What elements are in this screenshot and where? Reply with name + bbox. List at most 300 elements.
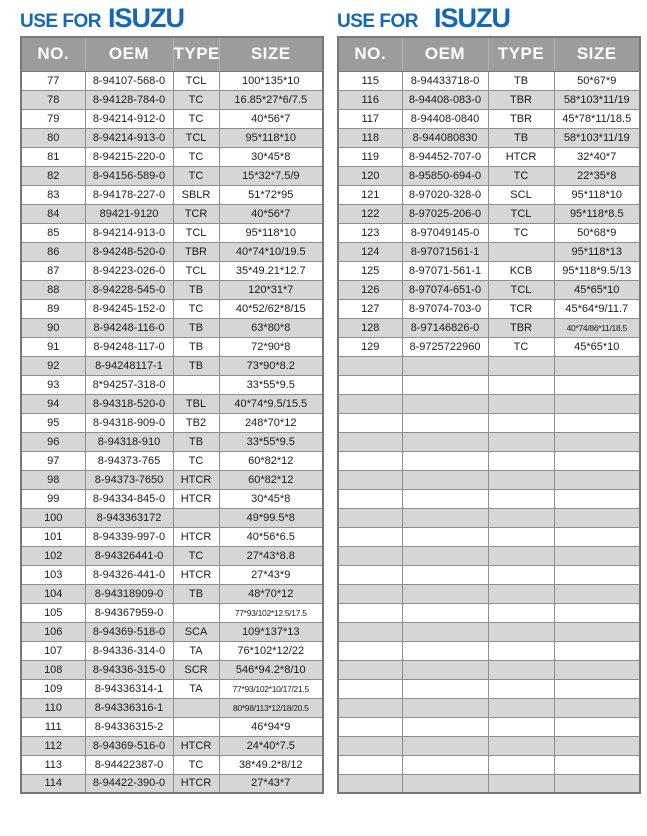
cell-size: 248*70*12 <box>219 413 323 432</box>
cell-oem: 8-944080830 <box>402 128 488 147</box>
cell-size <box>554 451 640 470</box>
cell-oem: 8-94215-220-0 <box>85 147 173 166</box>
table-row <box>21 280 323 299</box>
cell-type <box>488 451 554 470</box>
cell-type: TCL <box>173 261 219 280</box>
cell-no <box>338 451 402 470</box>
cell-size <box>554 413 640 432</box>
cell-no: 78 <box>21 90 85 109</box>
cell-type <box>488 432 554 451</box>
table-row <box>338 128 640 147</box>
cell-oem: 8-94214-913-0 <box>85 128 173 147</box>
cell-no: 128 <box>338 318 402 337</box>
table-row <box>21 109 323 128</box>
cell-size <box>554 565 640 584</box>
cell-oem <box>402 641 488 660</box>
cell-type: TC <box>173 90 219 109</box>
cell-oem <box>402 679 488 698</box>
cell-oem: 8-94367959-0 <box>85 603 173 622</box>
cell-no: 107 <box>21 641 85 660</box>
table-row <box>338 318 640 337</box>
cell-type <box>488 698 554 717</box>
cell-size: 80*98/113*12/18/20.5 <box>219 698 323 717</box>
table-row <box>21 660 323 679</box>
table-row <box>21 318 323 337</box>
cell-no: 88 <box>21 280 85 299</box>
table-row <box>338 166 640 185</box>
cell-size: 35*49.21*12.7 <box>219 261 323 280</box>
parts-table-left <box>20 36 324 794</box>
cell-type: HTCR <box>173 470 219 489</box>
table-row <box>338 603 640 622</box>
table-row <box>21 413 323 432</box>
cell-size: 60*82*12 <box>219 451 323 470</box>
cell-oem: 8-943363172 <box>85 508 173 527</box>
cell-oem: 8-94318-909-0 <box>85 413 173 432</box>
cell-no: 125 <box>338 261 402 280</box>
title-use-for: USE FOR <box>337 11 418 32</box>
table-row <box>21 584 323 603</box>
cell-no <box>338 603 402 622</box>
table-row <box>21 261 323 280</box>
cell-no: 89 <box>21 299 85 318</box>
cell-no: 103 <box>21 565 85 584</box>
header-row <box>21 37 323 71</box>
cell-size <box>554 356 640 375</box>
cell-oem <box>402 774 488 793</box>
cell-size: 95*118*10 <box>219 128 323 147</box>
cell-oem: 8-97025-206-0 <box>402 204 488 223</box>
table-body-right <box>338 71 640 793</box>
cell-no: 97 <box>21 451 85 470</box>
cell-size: 38*49.2*8/12 <box>219 755 323 774</box>
table-row <box>338 717 640 736</box>
cell-size <box>554 641 640 660</box>
cell-oem: 8-94156-589-0 <box>85 166 173 185</box>
col-header-oem: OEM <box>85 37 173 71</box>
table-header-left <box>21 37 323 71</box>
cell-type: TB <box>173 356 219 375</box>
cell-size: 50*67*9 <box>554 71 640 90</box>
cell-no <box>338 432 402 451</box>
cell-type <box>173 508 219 527</box>
table-body-left <box>21 71 323 793</box>
table-row <box>338 299 640 318</box>
cell-type: SCA <box>173 622 219 641</box>
cell-oem: 8-94408-0840 <box>402 109 488 128</box>
section-title-right <box>337 3 639 31</box>
cell-type <box>173 698 219 717</box>
table-row <box>338 109 640 128</box>
title-brand-isuzu: ISUZU <box>433 3 510 33</box>
cell-type: TB <box>173 432 219 451</box>
title-brand-isuzu: ISUZU <box>107 3 184 33</box>
table-header-right <box>338 37 640 71</box>
table-row <box>338 394 640 413</box>
cell-type: TCL <box>488 280 554 299</box>
cell-size: 95*118*9.5/13 <box>554 261 640 280</box>
cell-type: TC <box>488 337 554 356</box>
cell-size: 95*118*10 <box>554 185 640 204</box>
cell-type: TC <box>173 147 219 166</box>
cell-type: TBR <box>488 109 554 128</box>
cell-type <box>488 774 554 793</box>
cell-no: 111 <box>21 717 85 736</box>
cell-oem: 8-94318909-0 <box>85 584 173 603</box>
cell-type <box>488 489 554 508</box>
cell-no: 112 <box>21 736 85 755</box>
cell-type: TBL <box>173 394 219 413</box>
cell-oem: 8-94369-518-0 <box>85 622 173 641</box>
cell-size: 58*103*11/19 <box>554 128 640 147</box>
cell-no: 126 <box>338 280 402 299</box>
table-row <box>21 527 323 546</box>
table-row <box>21 242 323 261</box>
parts-table-right <box>337 36 641 794</box>
cell-size <box>554 603 640 622</box>
cell-no: 79 <box>21 109 85 128</box>
cell-oem: 8-9725722960 <box>402 337 488 356</box>
cell-size: 50*68*9 <box>554 223 640 242</box>
cell-no <box>338 660 402 679</box>
table-row <box>338 204 640 223</box>
cell-size: 45*64*9/11.7 <box>554 299 640 318</box>
cell-no: 96 <box>21 432 85 451</box>
cell-size: 109*137*13 <box>219 622 323 641</box>
cell-size: 40*52/62*8/15 <box>219 299 323 318</box>
table-row <box>338 508 640 527</box>
cell-no: 81 <box>21 147 85 166</box>
table-row <box>338 622 640 641</box>
cell-oem <box>402 375 488 394</box>
cell-no: 118 <box>338 128 402 147</box>
cell-type <box>488 242 554 261</box>
cell-size <box>554 698 640 717</box>
table-row <box>21 204 323 223</box>
cell-type: TCL <box>173 128 219 147</box>
cell-oem: 89421-9120 <box>85 204 173 223</box>
table-row <box>21 622 323 641</box>
cell-size <box>554 375 640 394</box>
cell-type: SCR <box>173 660 219 679</box>
cell-size <box>554 470 640 489</box>
table-row <box>338 698 640 717</box>
cell-oem <box>402 356 488 375</box>
cell-type <box>488 546 554 565</box>
cell-size: 60*82*12 <box>219 470 323 489</box>
cell-type: HTCR <box>173 774 219 793</box>
cell-no: 100 <box>21 508 85 527</box>
table-row <box>21 508 323 527</box>
cell-type: TC <box>488 223 554 242</box>
cell-type: KCB <box>488 261 554 280</box>
cell-type: HTCR <box>173 527 219 546</box>
title-use-for: USE FOR <box>20 11 101 32</box>
table-row <box>338 356 640 375</box>
section-title-left <box>20 3 322 31</box>
table-row <box>21 679 323 698</box>
table-row <box>338 280 640 299</box>
table-row <box>21 489 323 508</box>
cell-no: 102 <box>21 546 85 565</box>
cell-no <box>338 622 402 641</box>
cell-type: TC <box>173 109 219 128</box>
table-row <box>338 432 640 451</box>
table-row <box>338 147 640 166</box>
cell-size: 100*135*10 <box>219 71 323 90</box>
table-row <box>21 717 323 736</box>
cell-type <box>173 603 219 622</box>
table-row <box>21 356 323 375</box>
cell-size: 49*99.5*8 <box>219 508 323 527</box>
cell-no: 127 <box>338 299 402 318</box>
cell-size: 40*56*6.5 <box>219 527 323 546</box>
cell-type: HTCR <box>173 736 219 755</box>
cell-oem <box>402 622 488 641</box>
cell-oem <box>402 470 488 489</box>
cell-oem: 8-94318-910 <box>85 432 173 451</box>
table-row <box>21 90 323 109</box>
table-row <box>338 584 640 603</box>
table-row <box>21 71 323 90</box>
cell-type <box>488 413 554 432</box>
table-row <box>338 660 640 679</box>
cell-size: 40*56*7 <box>219 204 323 223</box>
cell-size: 48*70*12 <box>219 584 323 603</box>
cell-no: 86 <box>21 242 85 261</box>
cell-oem <box>402 736 488 755</box>
cell-size <box>554 527 640 546</box>
cell-oem: 8-97074-703-0 <box>402 299 488 318</box>
cell-no: 114 <box>21 774 85 793</box>
cell-oem <box>402 755 488 774</box>
cell-type <box>488 736 554 755</box>
cell-no: 90 <box>21 318 85 337</box>
cell-size: 27*43*8.8 <box>219 546 323 565</box>
cell-no: 110 <box>21 698 85 717</box>
table-row <box>21 337 323 356</box>
cell-no <box>338 470 402 489</box>
cell-no <box>338 546 402 565</box>
cell-oem <box>402 717 488 736</box>
cell-no: 122 <box>338 204 402 223</box>
table-row <box>338 527 640 546</box>
cell-no: 82 <box>21 166 85 185</box>
cell-size: 77*93/102*10/17/21.5 <box>219 679 323 698</box>
cell-type <box>488 508 554 527</box>
cell-oem <box>402 489 488 508</box>
cell-oem <box>402 546 488 565</box>
cell-oem: 8-94248-116-0 <box>85 318 173 337</box>
cell-size <box>554 660 640 679</box>
cell-oem: 8-97049145-0 <box>402 223 488 242</box>
cell-no: 117 <box>338 109 402 128</box>
cell-no: 85 <box>21 223 85 242</box>
cell-oem <box>402 432 488 451</box>
cell-type: TC <box>173 451 219 470</box>
cell-no: 129 <box>338 337 402 356</box>
cell-type <box>488 565 554 584</box>
cell-type: TC <box>173 299 219 318</box>
table-row <box>21 470 323 489</box>
table-row <box>338 337 640 356</box>
table-row <box>21 147 323 166</box>
cell-no: 124 <box>338 242 402 261</box>
cell-size: 45*78*11/18.5 <box>554 109 640 128</box>
table-row <box>338 546 640 565</box>
cell-oem: 8-97071561-1 <box>402 242 488 261</box>
cell-type: TCR <box>173 204 219 223</box>
cell-no <box>338 698 402 717</box>
cell-type: SBLR <box>173 185 219 204</box>
cell-size <box>554 679 640 698</box>
cell-type <box>488 717 554 736</box>
cell-type: TBR <box>173 242 219 261</box>
cell-size <box>554 736 640 755</box>
cell-size: 40*74/86*11/18.5 <box>554 318 640 337</box>
table-row <box>21 185 323 204</box>
cell-oem: 8-94408-083-0 <box>402 90 488 109</box>
cell-size: 30*45*8 <box>219 489 323 508</box>
cell-size: 40*56*7 <box>219 109 323 128</box>
cell-size: 33*55*9.5 <box>219 432 323 451</box>
cell-no <box>338 584 402 603</box>
cell-no: 77 <box>21 71 85 90</box>
cell-type: TCL <box>173 223 219 242</box>
cell-size: 33*55*9.5 <box>219 375 323 394</box>
cell-size: 40*74*9.5/15.5 <box>219 394 323 413</box>
table-row <box>21 432 323 451</box>
cell-no <box>338 717 402 736</box>
cell-oem: 8-95850-694-0 <box>402 166 488 185</box>
cell-size <box>554 508 640 527</box>
table-row <box>338 641 640 660</box>
cell-no <box>338 413 402 432</box>
cell-oem <box>402 527 488 546</box>
cell-size <box>554 432 640 451</box>
cell-size: 95*118*8.5 <box>554 204 640 223</box>
cell-type: TCL <box>173 71 219 90</box>
cell-no: 116 <box>338 90 402 109</box>
cell-no: 98 <box>21 470 85 489</box>
cell-size <box>554 774 640 793</box>
table-row <box>338 375 640 394</box>
cell-type: TB <box>488 128 554 147</box>
cell-size: 40*74*10/19.5 <box>219 242 323 261</box>
table-row <box>338 774 640 793</box>
table-row <box>21 394 323 413</box>
cell-oem: 8-94248-117-0 <box>85 337 173 356</box>
cell-type: SCL <box>488 185 554 204</box>
cell-oem: 8-94318-520-0 <box>85 394 173 413</box>
cell-type: HTCR <box>173 565 219 584</box>
cell-size: 72*90*8 <box>219 337 323 356</box>
col-header-oem: OEM <box>402 37 488 71</box>
cell-oem <box>402 698 488 717</box>
cell-size: 63*80*8 <box>219 318 323 337</box>
cell-no: 106 <box>21 622 85 641</box>
col-header-no: NO. <box>21 37 85 71</box>
cell-type <box>488 755 554 774</box>
header-row <box>338 37 640 71</box>
cell-no <box>338 736 402 755</box>
cell-oem: 8-97074-651-0 <box>402 280 488 299</box>
table-row <box>21 736 323 755</box>
cell-oem: 8-94373-7650 <box>85 470 173 489</box>
cell-oem: 8-94336314-1 <box>85 679 173 698</box>
cell-size <box>554 755 640 774</box>
cell-size <box>554 717 640 736</box>
cell-no <box>338 527 402 546</box>
cell-size: 95*118*13 <box>554 242 640 261</box>
table-row <box>338 223 640 242</box>
cell-oem: 8-94214-912-0 <box>85 109 173 128</box>
cell-oem: 8-94369-516-0 <box>85 736 173 755</box>
table-row <box>21 375 323 394</box>
table-section-right <box>337 3 639 794</box>
cell-no: 83 <box>21 185 85 204</box>
table-row <box>338 565 640 584</box>
cell-oem: 8-94422387-0 <box>85 755 173 774</box>
cell-oem: 8-94248-520-0 <box>85 242 173 261</box>
cell-oem: 8-94107-568-0 <box>85 71 173 90</box>
cell-size: 15*32*7.5/9 <box>219 166 323 185</box>
cell-no: 87 <box>21 261 85 280</box>
table-row <box>21 546 323 565</box>
cell-type <box>488 641 554 660</box>
table-row <box>338 489 640 508</box>
cell-type: TB <box>173 337 219 356</box>
cell-size: 27*43*7 <box>219 774 323 793</box>
table-section-left <box>20 3 322 794</box>
cell-no: 92 <box>21 356 85 375</box>
cell-no: 99 <box>21 489 85 508</box>
col-header-size: SIZE <box>554 37 640 71</box>
cell-oem: 8-94373-765 <box>85 451 173 470</box>
cell-type: TB <box>173 280 219 299</box>
cell-size: 32*40*7 <box>554 147 640 166</box>
cell-size <box>554 622 640 641</box>
col-header-type: TYPE <box>173 37 219 71</box>
cell-oem: 8-94178-227-0 <box>85 185 173 204</box>
cell-oem: 8-94339-997-0 <box>85 527 173 546</box>
cell-size <box>554 394 640 413</box>
cell-oem: 8-97020-328-0 <box>402 185 488 204</box>
table-row <box>338 242 640 261</box>
table-row <box>21 565 323 584</box>
col-header-no: NO. <box>338 37 402 71</box>
cell-no: 80 <box>21 128 85 147</box>
cell-size: 95*118*10 <box>219 223 323 242</box>
cell-oem: 8-94336315-2 <box>85 717 173 736</box>
cell-size: 45*65*10 <box>554 280 640 299</box>
table-row <box>21 223 323 242</box>
cell-oem: 8-94128-784-0 <box>85 90 173 109</box>
cell-no: 121 <box>338 185 402 204</box>
cell-oem: 8-97071-561-1 <box>402 261 488 280</box>
cell-type <box>488 679 554 698</box>
cell-size: 45*65*10 <box>554 337 640 356</box>
cell-type: TB <box>173 318 219 337</box>
table-row <box>338 90 640 109</box>
cell-type <box>488 527 554 546</box>
cell-size: 77*93/102*12.5/17.5 <box>219 603 323 622</box>
table-row <box>338 413 640 432</box>
cell-oem <box>402 451 488 470</box>
table-row <box>338 71 640 90</box>
cell-size: 24*40*7.5 <box>219 736 323 755</box>
cell-size: 16.85*27*6/7.5 <box>219 90 323 109</box>
